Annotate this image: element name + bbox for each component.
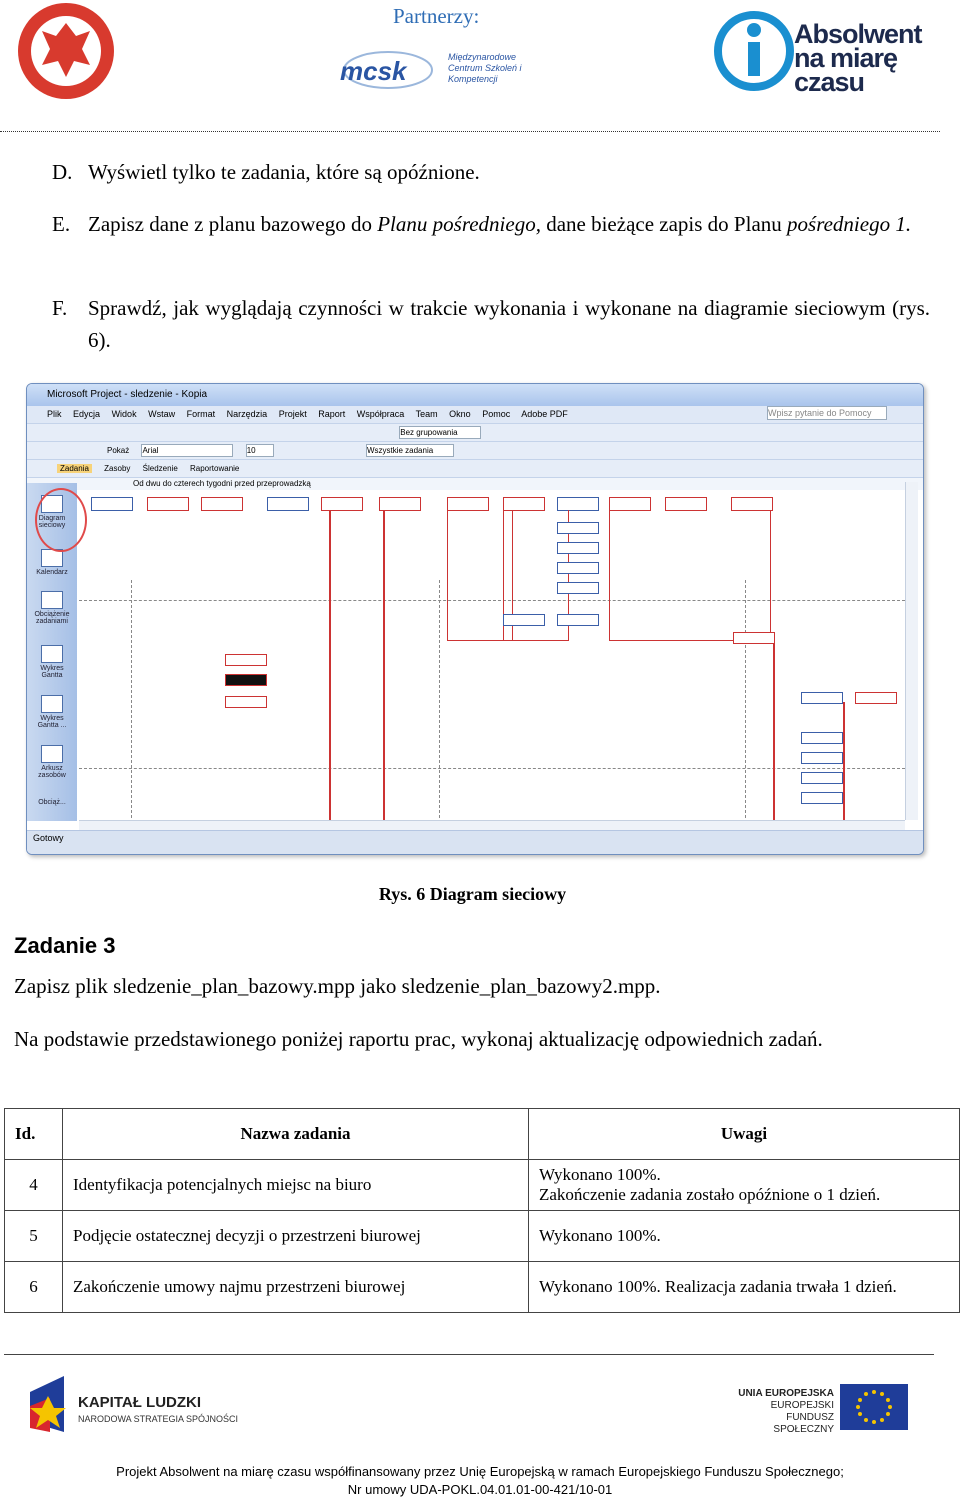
item-text bbox=[88, 208, 930, 240]
help-search-box[interactable]: Wpisz pytanie do Pomocy bbox=[767, 406, 887, 420]
cell-id: 4 bbox=[5, 1160, 63, 1211]
view-label: Kalendarz bbox=[36, 569, 68, 576]
view-label: Wykres Gantta ... bbox=[37, 715, 67, 729]
reporting-button[interactable]: Raportowanie bbox=[190, 464, 240, 473]
task-node[interactable] bbox=[557, 562, 599, 574]
cell-notes: Wykonano 100%. bbox=[529, 1211, 960, 1262]
page-break-line bbox=[131, 580, 132, 855]
task-node[interactable] bbox=[503, 497, 545, 511]
task-node[interactable] bbox=[855, 692, 897, 704]
item-label: D. bbox=[52, 160, 73, 184]
eu-logo bbox=[738, 1384, 908, 1435]
page-break-line bbox=[79, 768, 905, 769]
menu-item[interactable]: Narzędzia bbox=[226, 409, 268, 419]
view-gantt[interactable] bbox=[31, 645, 73, 679]
footer-line-1: Projekt Absolwent na miarę czasu współfinansowany przez Unię Europejską w ramach Europejskiego Funduszu Społecznego; bbox=[116, 1464, 844, 1479]
column-header: Nazwa zadania bbox=[63, 1109, 529, 1160]
cell-notes bbox=[529, 1160, 960, 1211]
menu-bar bbox=[27, 406, 923, 423]
resource-sheet-icon bbox=[41, 745, 63, 763]
task-node[interactable] bbox=[801, 792, 843, 804]
dependency-line bbox=[609, 510, 771, 641]
task-item-d bbox=[52, 156, 930, 188]
network-diagram-canvas bbox=[79, 482, 905, 820]
cell-notes: Wykonano 100%. Realizacja zadania trwała 1 dzień. bbox=[529, 1262, 960, 1313]
table-row bbox=[5, 1160, 960, 1211]
view-resource-usage[interactable] bbox=[31, 799, 73, 806]
item-label: E. bbox=[52, 212, 71, 236]
menu-item[interactable]: Wstaw bbox=[148, 409, 176, 419]
figure-caption: Rys. 6 Diagram sieciowy bbox=[378, 884, 567, 904]
item-text: Sprawdź, jak wyglądają czynności w trakcie wykonania i wykonane na diagramie sieciowym (rys. 6). bbox=[88, 296, 930, 352]
task-node[interactable] bbox=[267, 497, 309, 511]
table-row bbox=[5, 1262, 960, 1313]
item-text-italic: Planu pośredniego, bbox=[377, 212, 541, 236]
view-calendar[interactable] bbox=[31, 549, 73, 576]
menu-item[interactable]: Okno bbox=[449, 409, 471, 419]
item-text-italic: pośredniego 1. bbox=[787, 212, 912, 236]
footer-line-2: Nr umowy UDA-POKL.04.01.01-00-421/10-01 bbox=[347, 1482, 613, 1497]
column-header: Uwagi bbox=[529, 1109, 960, 1160]
view-task-usage[interactable] bbox=[31, 591, 73, 625]
project-guide-toolbar bbox=[27, 459, 923, 477]
vertical-scrollbar[interactable] bbox=[905, 482, 918, 820]
ms-project-screenshot bbox=[26, 383, 924, 855]
paragraph: Zapisz plik sledzenie_plan_bazowy.mpp jako sledzenie_plan_bazowy2.mpp. bbox=[14, 974, 661, 998]
gantt-icon bbox=[41, 695, 63, 713]
task-item-f bbox=[52, 292, 930, 356]
dependency-line bbox=[383, 510, 385, 822]
task-node[interactable] bbox=[503, 614, 545, 626]
cell-name: Podjęcie ostatecznej decyzji o przestrzeni biurowej bbox=[63, 1211, 529, 1262]
item-text-part: Zapisz dane z planu bazowego do bbox=[88, 212, 378, 236]
task-node[interactable] bbox=[731, 497, 773, 511]
view-label: Obciąż... bbox=[38, 799, 66, 806]
column-header: Id. bbox=[5, 1109, 63, 1160]
task-node[interactable] bbox=[225, 654, 267, 666]
mcsk-logo bbox=[336, 40, 556, 102]
tasks-table bbox=[4, 1108, 960, 1313]
kl-title: KAPITAŁ LUDZKI bbox=[78, 1394, 202, 1411]
task-node[interactable] bbox=[447, 497, 489, 511]
menu-item[interactable]: Projekt bbox=[278, 409, 307, 419]
item-text-part: dane bieżące zapis do Planu bbox=[540, 212, 788, 236]
task-node[interactable] bbox=[665, 497, 707, 511]
task-node[interactable] bbox=[321, 497, 363, 511]
kl-subtitle: NARODOWA STRATEGIA SPÓJNOŚCI bbox=[78, 1414, 239, 1424]
task-node[interactable] bbox=[557, 497, 599, 511]
mcsk-logo-text: mcsk bbox=[340, 56, 407, 86]
view-gantt-2[interactable] bbox=[31, 695, 73, 729]
menu-item[interactable]: Plik bbox=[47, 409, 62, 419]
eu-flag-icon bbox=[840, 1384, 908, 1430]
task-node[interactable] bbox=[801, 692, 843, 704]
resources-button[interactable]: Zasoby bbox=[104, 464, 131, 473]
menu-item[interactable]: Raport bbox=[318, 409, 346, 419]
task-node[interactable] bbox=[609, 497, 651, 511]
task-usage-icon bbox=[41, 591, 63, 609]
view-label: Arkusz zasobów bbox=[38, 765, 66, 779]
menu-item[interactable]: Edycja bbox=[73, 409, 101, 419]
show-button[interactable]: Pokaż bbox=[107, 446, 130, 455]
menu-item[interactable]: Format bbox=[186, 409, 216, 419]
cell-name: Zakończenie umowy najmu przestrzeni biurowej bbox=[63, 1262, 529, 1313]
footer-divider bbox=[4, 1354, 934, 1355]
grouping-dropdown[interactable]: Bez grupowania bbox=[399, 426, 481, 439]
section-heading: Zadanie 3 bbox=[14, 933, 116, 958]
paragraph: Na podstawie przedstawionego poniżej raportu prac, wykonaj aktualizację odpowiednich zadań. bbox=[14, 1027, 823, 1051]
font-size-dropdown[interactable]: 10 bbox=[246, 444, 274, 457]
view-resource-sheet[interactable] bbox=[31, 745, 73, 779]
header-divider bbox=[0, 131, 940, 132]
task-node[interactable] bbox=[801, 752, 843, 764]
page-break-line bbox=[439, 580, 440, 855]
menu-item[interactable]: Pomoc bbox=[482, 409, 511, 419]
task-node[interactable] bbox=[733, 632, 775, 644]
menu-item[interactable]: Team bbox=[415, 409, 438, 419]
dependency-line bbox=[843, 702, 845, 822]
window-title: Microsoft Project - sledzenie - Kopia bbox=[27, 384, 923, 406]
status-bar: Gotowy bbox=[27, 830, 924, 855]
absolwent-logo bbox=[714, 6, 944, 98]
task-node-selected[interactable] bbox=[225, 674, 267, 686]
item-label: F. bbox=[52, 296, 68, 320]
absolwent-logo-text: Absolwent na miarę czasu bbox=[794, 19, 922, 97]
eu-line: FUNDUSZ SPOŁECZNY bbox=[773, 1412, 834, 1435]
task-node[interactable] bbox=[557, 614, 599, 626]
gantt-icon bbox=[41, 645, 63, 663]
table-row bbox=[5, 1211, 960, 1262]
filter-label: Od dwu do czterech tygodni przed przeprowadzką bbox=[27, 477, 923, 490]
note-line: Zakończenie zadania zostało opóźnione o 1 dzień. bbox=[539, 1185, 881, 1204]
view-label: Wykres Gantta bbox=[40, 665, 64, 679]
view-label: Diagram sieciowy bbox=[38, 515, 66, 529]
mcsk-logo-subtitle: Międzynarodowe Centrum Szkoleń i Kompetencji bbox=[448, 52, 522, 84]
task-node-done[interactable] bbox=[201, 497, 243, 511]
kapital-ludzki-logo bbox=[24, 1372, 244, 1440]
cell-name: Identyfikacja potencjalnych miejsc na biuro bbox=[63, 1160, 529, 1211]
task-node[interactable] bbox=[557, 542, 599, 554]
item-text: Wyświetl tylko te zadania, które są opóźnione. bbox=[88, 160, 480, 184]
task-node[interactable] bbox=[801, 732, 843, 744]
cell-id: 5 bbox=[5, 1211, 63, 1262]
partners-label: Partnerzy: bbox=[393, 4, 480, 28]
task-node-done[interactable] bbox=[91, 497, 133, 511]
task-node[interactable] bbox=[557, 522, 599, 534]
filter-dropdown[interactable]: Wszystkie zadania bbox=[366, 444, 454, 457]
font-dropdown[interactable]: Arial bbox=[141, 444, 233, 457]
menu-item[interactable]: Adobe PDF bbox=[521, 409, 568, 419]
view-label: Obciążenie zadaniami bbox=[34, 611, 70, 625]
standard-toolbar bbox=[27, 423, 923, 441]
tracking-button[interactable]: Śledzenie bbox=[142, 464, 178, 473]
task-item-e bbox=[52, 208, 930, 240]
task-node[interactable] bbox=[801, 772, 843, 784]
politechnika-logo bbox=[16, 1, 116, 101]
task-node-done[interactable] bbox=[147, 497, 189, 511]
task-node[interactable] bbox=[225, 696, 267, 708]
dependency-line bbox=[329, 510, 331, 822]
tasks-button[interactable]: Zadania bbox=[57, 464, 92, 473]
eu-line: EUROPEJSKI bbox=[770, 1400, 834, 1411]
dependency-line bbox=[773, 637, 775, 822]
eu-line: UNIA EUROPEJSKA bbox=[738, 1388, 834, 1399]
formatting-toolbar bbox=[27, 441, 923, 459]
table-header-row bbox=[5, 1109, 960, 1160]
menu-item[interactable]: Widok bbox=[111, 409, 137, 419]
cell-id: 6 bbox=[5, 1262, 63, 1313]
task-node[interactable] bbox=[379, 497, 421, 511]
menu-item[interactable]: Współpraca bbox=[356, 409, 405, 419]
note-line: Wykonano 100%. bbox=[539, 1165, 661, 1184]
task-node[interactable] bbox=[557, 582, 599, 594]
